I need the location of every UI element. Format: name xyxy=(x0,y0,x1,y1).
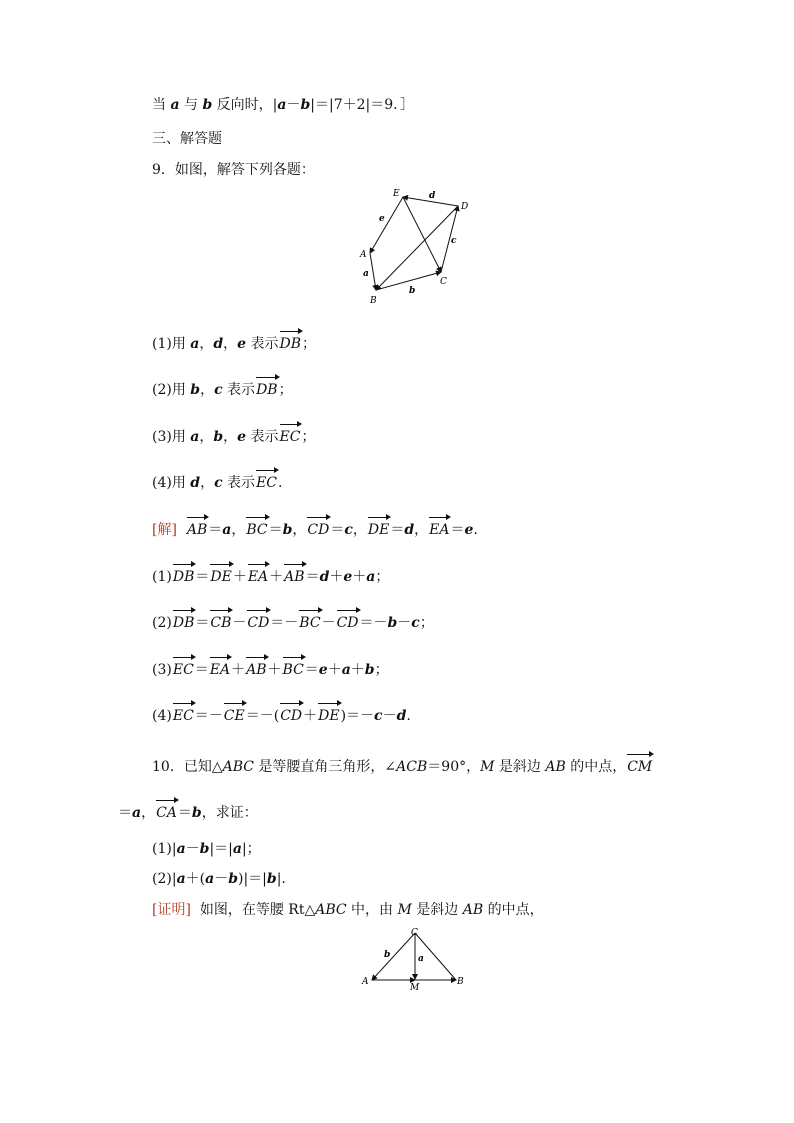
solution-part-3: (3)EC＝EA＋AB＋BC＝e＋a＋b； xyxy=(152,654,389,679)
point-label-D: D xyxy=(461,202,469,212)
proof-line: [证明] 如图，在等腰 Rt△ABC 中，由 M 是斜边 AB 的中点， xyxy=(152,902,544,918)
solution-part-2: (2)DB＝CB－CD＝－BC－CD＝－b－c； xyxy=(152,607,434,632)
question-10-part-1: (1)|a－b|＝|a|； xyxy=(152,841,261,857)
vector-label-b: b xyxy=(409,286,416,296)
point-label-C: C xyxy=(440,277,447,287)
vector-label-a: a xyxy=(363,269,369,279)
proof-tag: [证明] xyxy=(152,902,191,918)
point-label-A: A xyxy=(360,250,367,260)
question-10-stem-line-1: 10．已知△ABC 是等腰直角三角形，∠ACB＝90°，M 是斜边 AB 的中点，CM xyxy=(152,751,653,776)
question-9-part-3: (3)用 a，b，e 表示EC； xyxy=(152,421,315,446)
question-9-part-2: (2)用 b，c 表示DB； xyxy=(152,374,293,399)
solution-definitions: [解] AB＝a，BC＝b，CD＝c，DE＝d，EA＝e. xyxy=(152,514,478,539)
question-10-stem-line-2: ＝a，CA＝b，求证： xyxy=(118,797,258,822)
vector-label-d: d xyxy=(429,191,436,201)
point-label-A: A xyxy=(362,977,369,987)
point-label-M: M xyxy=(410,983,420,993)
solution-part-1: (1)DB＝DE＋EA＋AB＝d＋e＋a； xyxy=(152,561,389,586)
point-label-C: C xyxy=(411,928,418,938)
point-label-B: B xyxy=(457,977,464,987)
vector-label-b: b xyxy=(384,950,391,960)
answer-line: 当 a 与 b 反向时，|a－b|＝|7＋2|＝9．］ xyxy=(152,97,415,113)
vector-label-c: c xyxy=(451,236,457,246)
question-9-part-1: (1)用 a，d，e 表示DB； xyxy=(152,328,316,353)
vector-label-a: a xyxy=(418,954,424,964)
vector-label-e: e xyxy=(379,214,385,224)
point-label-E: E xyxy=(393,189,400,199)
point-label-B: B xyxy=(370,296,377,306)
section-heading: 三、解答题 xyxy=(152,131,222,147)
question-10-part-2: (2)|a＋(a－b)|＝|b|. xyxy=(152,871,286,887)
triangle-vector-figure xyxy=(360,925,470,993)
question-9-stem: 9．如图，解答下列各题： xyxy=(152,162,315,178)
solution-part-4: (4)EC＝－CE＝－(CD＋DE)＝－c－d. xyxy=(152,700,411,725)
hexagon-vector-figure xyxy=(355,185,475,307)
solution-tag: [解] xyxy=(152,522,177,538)
question-9-part-4: (4)用 d，c 表示EC. xyxy=(152,467,282,492)
